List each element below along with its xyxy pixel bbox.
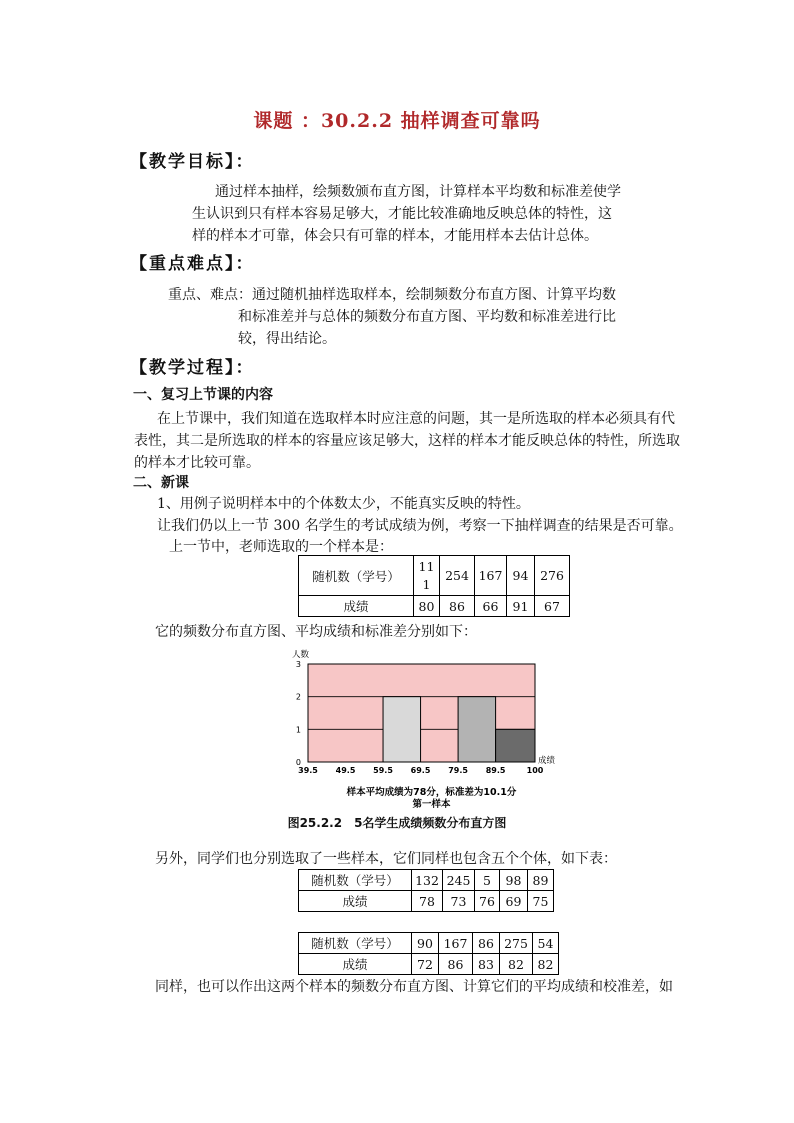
part1-line-2: 表性，其二是所选取的样本的容量应该足够大，这样的样本才能反映总体的特性，所选取 (134, 433, 680, 449)
x-axis-label: 成绩 (538, 756, 556, 766)
x-tick-label: 59.5 (373, 766, 393, 775)
table-cell: 11 1 (414, 556, 440, 596)
table-cell: 67 (535, 596, 570, 617)
table-cell: 167 (439, 933, 473, 954)
sample-table-1 (298, 555, 570, 617)
y-tick-label: 1 (295, 725, 301, 735)
table-cell: 5 (475, 870, 500, 891)
key-text-2: 和标准差并与总体的频数分布直方图、平均数和标准差进行比 (238, 309, 616, 325)
table-cell: 254 (440, 556, 475, 596)
table-cell: 89 (528, 870, 554, 891)
table-cell: 91 (507, 596, 535, 617)
histogram-bar (496, 729, 535, 762)
key-text-3: 较，得出结论。 (238, 331, 336, 347)
table-header-score: 成绩 (299, 891, 412, 912)
x-tick-label: 100 (526, 766, 544, 775)
chart-annotation: 样本平均成绩为78分，标准差为10.1分 (346, 787, 517, 798)
table-cell: 98 (500, 870, 528, 891)
table-cell: 167 (475, 556, 507, 596)
key-heading: 【重点难点】： (130, 254, 255, 274)
table-header-id: 随机数（学号） (299, 870, 412, 891)
sample-table-3 (298, 932, 559, 975)
table-cell: 86 (473, 933, 500, 954)
goals-heading: 【教学目标】： (130, 152, 255, 172)
x-tick-label: 89.5 (485, 766, 506, 775)
process-heading: 【教学过程】： (130, 358, 255, 378)
x-tick-label: 39.5 (298, 766, 318, 775)
table-cell: 86 (440, 596, 475, 617)
table-cell: 82 (533, 954, 559, 975)
frequency-histogram (280, 646, 580, 808)
table-header-id: 随机数（学号） (299, 556, 414, 596)
y-tick-label: 2 (295, 692, 301, 702)
table-header-score: 成绩 (299, 596, 414, 617)
table-cell: 75 (528, 891, 554, 912)
histogram-caption: 图25.2.2 5名学生成绩频数分布直方图 (287, 816, 507, 830)
table-cell: 66 (475, 596, 507, 617)
table-cell: 76 (475, 891, 500, 912)
table-cell: 54 (533, 933, 559, 954)
part2-line-3: 上一节中，老师选取的一个样本是： (169, 539, 393, 555)
goals-text-3: 样的样本才可靠，体会只有可靠的样本，才能用样本去估计总体。 (192, 228, 598, 244)
part1-heading: 一、复习上节课的内容 (133, 387, 273, 403)
table-cell: 132 (412, 870, 443, 891)
table-cell: 275 (500, 933, 533, 954)
x-tick-label: 79.5 (448, 766, 468, 775)
table-cell: 72 (412, 954, 439, 975)
histogram-bar (458, 697, 496, 762)
table-cell: 69 (500, 891, 528, 912)
table-cell: 80 (414, 596, 440, 617)
page-title: 课题 ：30.2.2 抽样调查可靠吗 (253, 110, 541, 132)
table-cell: 86 (439, 954, 473, 975)
part2-line-2: 让我们仍以上一节 300 名学生的考试成绩为例，考察一下抽样调查的结果是否可靠。 (157, 518, 683, 534)
part2-line-1: 1、用例子说明样本中的个体数太少，不能真实反映的特性。 (157, 496, 530, 512)
part1-line-1: 在上节课中，我们知道在选取样本时应注意的问题，其一是所选取的样本必须具有代 (157, 411, 675, 427)
x-tick-label: 69.5 (410, 766, 431, 775)
goals-text-2: 生认识到只有样本容易足够大，才能比较准确地反映总体的特性，这 (192, 206, 612, 222)
table-cell: 245 (443, 870, 475, 891)
chart-subtitle: 第一样本 (412, 799, 451, 808)
part2-heading: 二、新课 (133, 475, 189, 491)
goals-text-1: 通过样本抽样，绘频数颁布直方图，计算样本平均数和标准差使学 (215, 184, 621, 200)
histogram-bar (383, 697, 421, 762)
table-cell: 94 (507, 556, 535, 596)
y-tick-label: 3 (295, 660, 301, 669)
table-header-id: 随机数（学号） (299, 933, 412, 954)
y-tick-label: 0 (295, 758, 301, 767)
table-cell: 83 (473, 954, 500, 975)
part2-line-5: 另外，同学们也分别选取了一些样本，它们同样也包含五个个体，如下表： (155, 851, 617, 867)
sample-table-2 (298, 869, 554, 912)
table-header-score: 成绩 (299, 954, 412, 975)
table-cell: 82 (500, 954, 533, 975)
table-cell: 90 (412, 933, 439, 954)
table-cell: 73 (443, 891, 475, 912)
y-axis-label: 人数 (292, 650, 310, 660)
x-tick-label: 49.5 (335, 766, 356, 775)
part2-line-6: 同样，也可以作出这两个样本的频数分布直方图、计算它们的平均成绩和校准差，如 (155, 979, 673, 995)
part2-line-4: 它的频数分布直方图、平均成绩和标准差分别如下： (155, 624, 477, 640)
table-cell: 276 (535, 556, 570, 596)
key-text-1: 重点、难点：通过随机抽样选取样本，绘制频数分布直方图、计算平均数 (168, 287, 616, 303)
table-cell: 78 (412, 891, 443, 912)
part1-line-3: 的样本才比较可靠。 (134, 455, 260, 471)
